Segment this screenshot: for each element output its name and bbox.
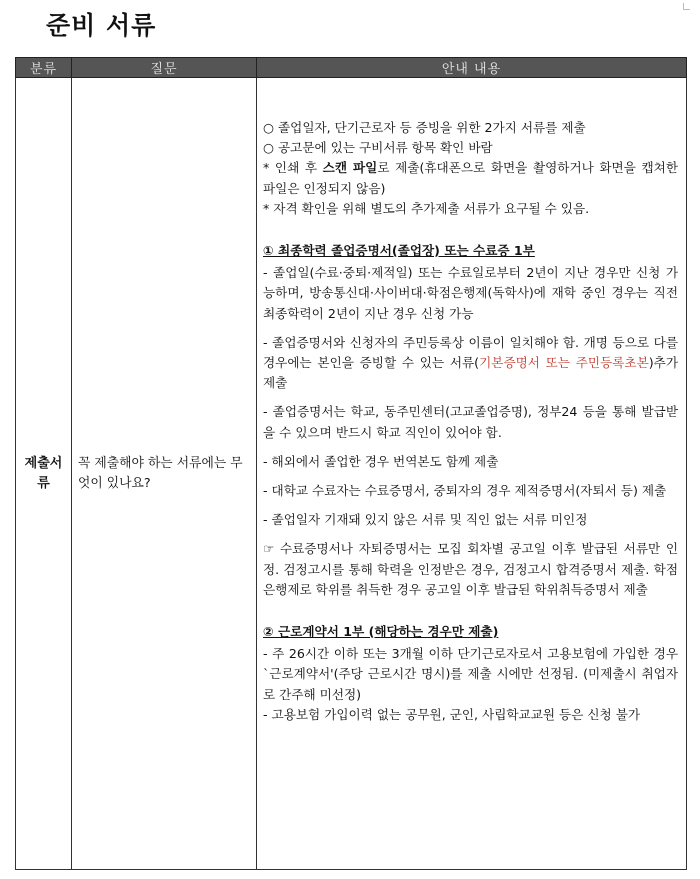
- corner-mark: [683, 3, 690, 10]
- table-header-row: [16, 58, 687, 78]
- question-cell: 꼭 제출해야 하는 서류에는 무엇이 있나요?: [72, 78, 257, 870]
- section1-item: - 대학교 수료자는 수료증명서, 중퇴자의 경우 제적증명서(자퇴서 등) 제출: [263, 483, 667, 499]
- section2-item: - 고용보험 가입이력 없는 공무원, 군인, 사립학교교원 등은 신청 불가: [263, 706, 641, 722]
- section1-item: - 졸업증명서는 학교, 동주민센터(고교졸업증명), 정부24 등을 통해 발급받을 수 있으며 반드시 학교 직인이 있어야 함.: [263, 404, 678, 440]
- intro-line-2: ○ 공고문에 있는 구비서류 항목 확인 바람: [263, 140, 493, 156]
- category-cell: [16, 78, 72, 870]
- section1-item: [263, 333, 678, 394]
- page-title: 준비 서류: [46, 11, 157, 40]
- note-scan-post: 로 제출(휴대폰으로 화면을 촬영하거나 화면을 캡쳐한 파일은 인정되지 않음): [263, 160, 679, 196]
- header-guide: 안내 내용: [257, 58, 687, 78]
- intro-line-1: ○ 졸업일자, 단기근로자 등 증빙을 위한 2가지 서류를 제출: [263, 120, 586, 135]
- category-line-1: 제출서: [24, 455, 63, 471]
- section2-item: - 주 26시간 이하 또는 3개월 이하 단기근로자로서 고용보험에 가입한 경우 `근로계약서'(주당 근로시간 명시)를 제출 시에만 선정됨. (미제출시 취업자로 간주해 미선정): [263, 646, 678, 702]
- note-scan-pre: * 인쇄 후: [263, 160, 323, 176]
- item2-red: 기본증명서 또는 주민등록초본: [479, 355, 649, 371]
- section1-heading: ① 최종학력 졸업증명서(졸업장) 또는 수료증 1부: [263, 243, 535, 259]
- item2-post: )추가 제출: [263, 355, 678, 391]
- category-line-2: 류: [37, 475, 50, 491]
- section1-item: - 졸업일자 기재돼 있지 않은 서류 및 직인 없는 서류 미인정: [263, 512, 588, 528]
- requirements-table: [15, 57, 687, 870]
- header-question: 질문: [72, 58, 257, 78]
- item2-pre: - 졸업증명서와 신청자의 주민등록상 이름이 일치해야 함. 개명 등으로 다를 경우에는 본인을 증빙할 수 있는 서류(: [263, 334, 678, 371]
- section1-item: - 졸업일(수료·중퇴·제적일) 또는 수료일로부터 2년이 지난 경우만 신청 가능하며, 방송통신대·사이버대·학점은행제(독학사)에 재학 중인 경우는 직전 최종학력이 2년이 지난 경우 신청 가능: [263, 265, 678, 321]
- note-scan-bold: 스캔 파일: [322, 160, 378, 176]
- table-row: [16, 78, 687, 870]
- section2-heading: ② 근로계약서 1부 (해당하는 경우만 제출): [263, 624, 499, 640]
- guide-cell: [257, 78, 687, 870]
- note-scan: [263, 158, 678, 198]
- header-category: 분류: [16, 58, 72, 78]
- section1-item: - 해외에서 졸업한 경우 번역본도 함께 제출: [263, 453, 499, 469]
- section1-item: ☞ 수료증명서나 자퇴증명서는 모집 회차별 공고일 이후 발급된 서류만 인정. 검정고시를 통해 학력을 인정받은 경우, 검정고시 합격증명서 제출. 학점은행제로 학위를 취득한 경우 공고일 이후 발급된 학위취득증명서 제출: [263, 541, 678, 597]
- note-extra: * 자격 확인을 위해 별도의 추가제출 서류가 요구될 수 있음.: [263, 200, 590, 216]
